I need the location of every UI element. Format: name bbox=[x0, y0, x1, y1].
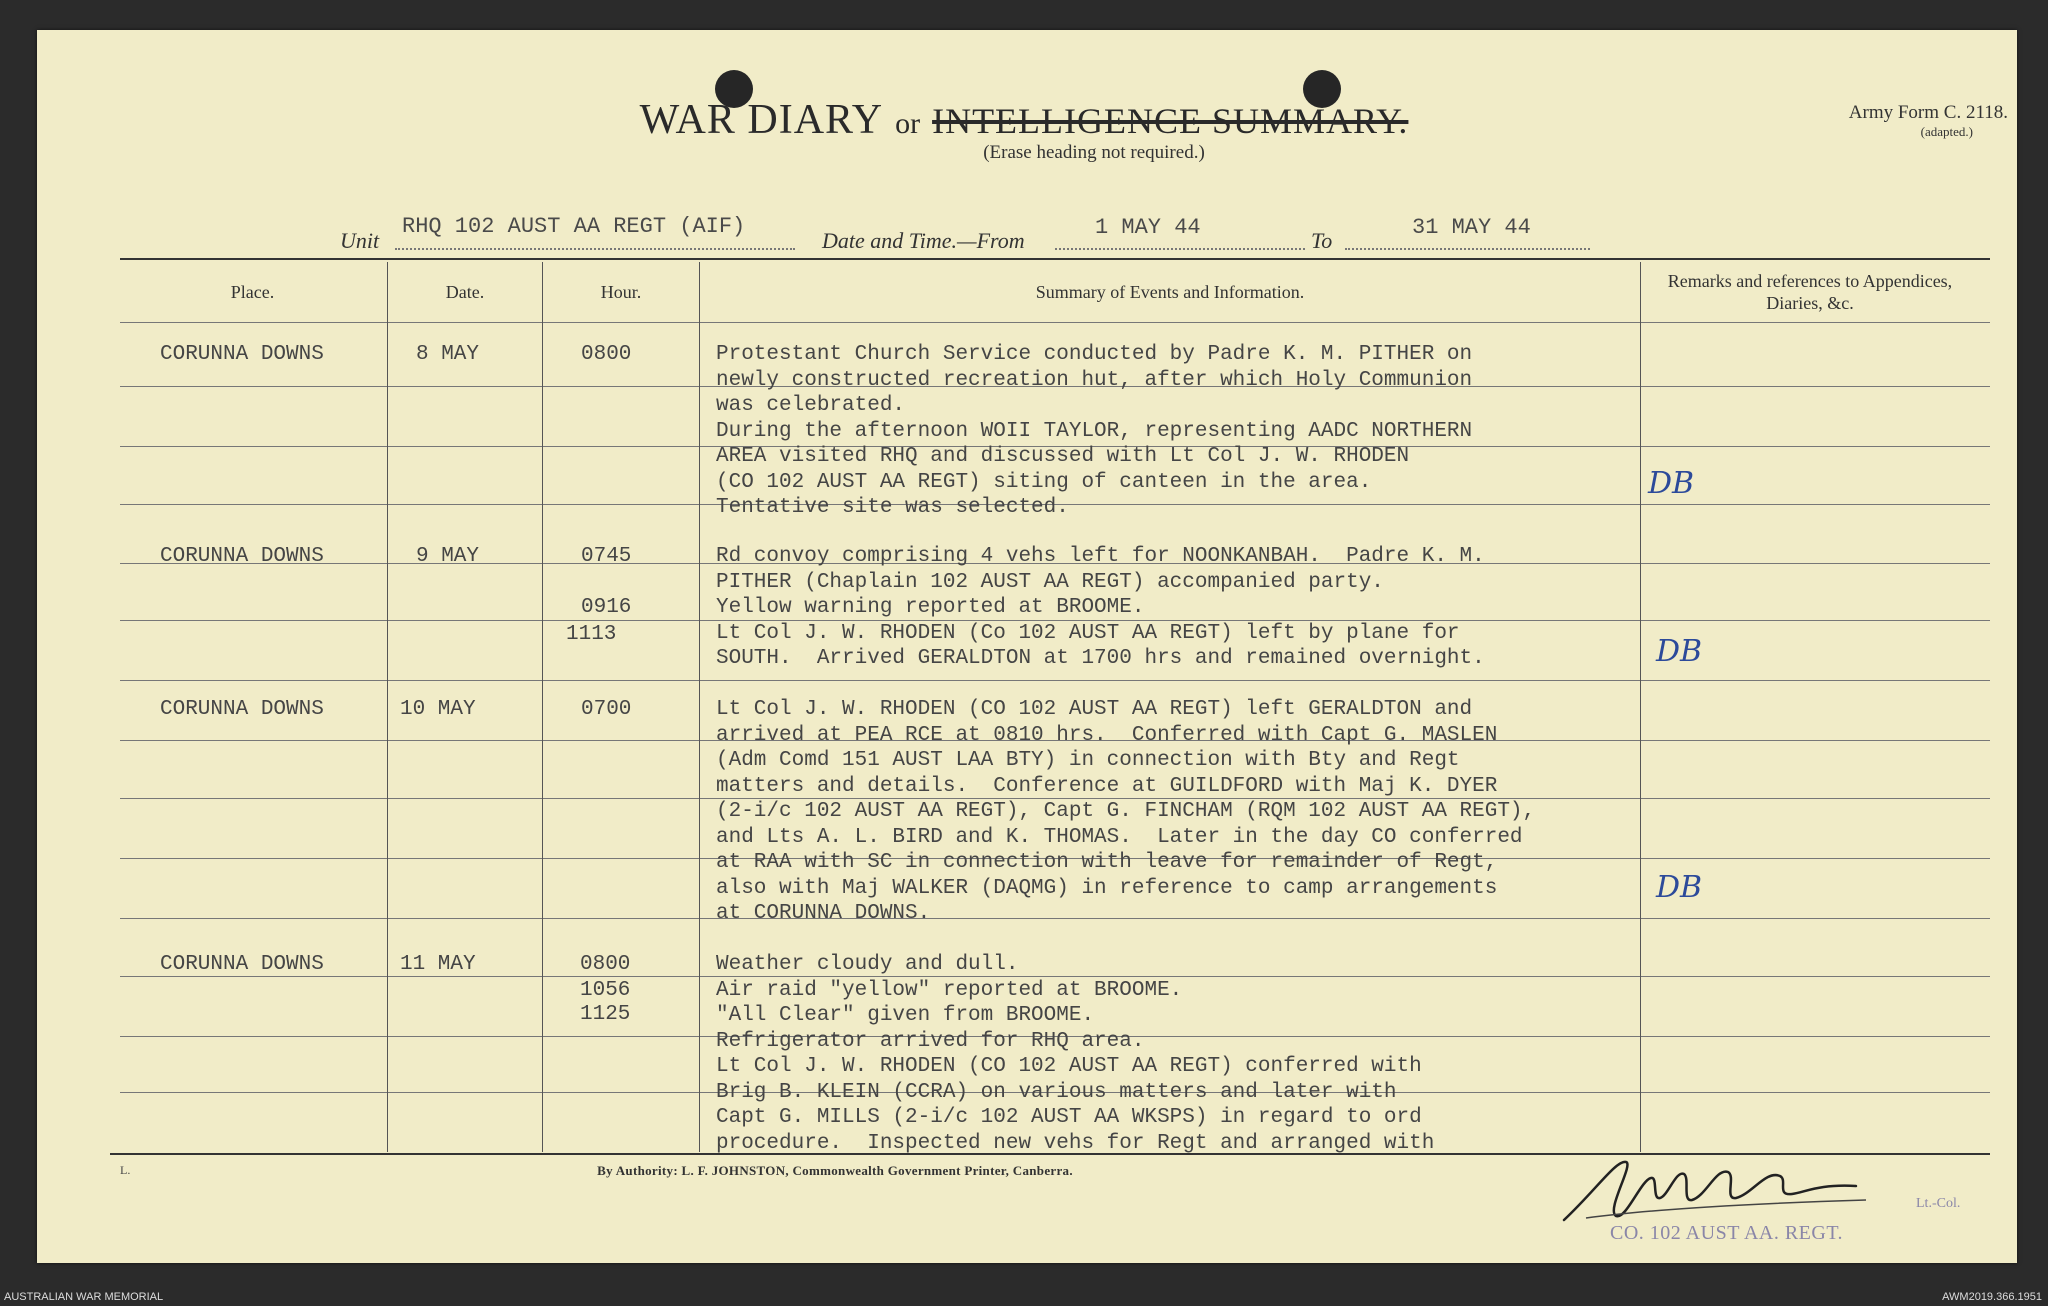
row-rule bbox=[120, 680, 1990, 681]
entry-hour: 0700 bbox=[581, 698, 632, 721]
title-struck: INTELLIGENCE SUMMARY. bbox=[932, 101, 1409, 141]
entry-summary: Lt Col J. W. RHODEN (CO 102 AUST AA REGT) left GERALDTON and arrived at PEA RCE at 0810 hrs. Conferred with Capt G. MASLEN (Adm Comd 151 AUST LAA BTY) in connection with Bty and Regt matters and details. Conference at GUILDFORD with Maj K. DYER (2-i/c 102 AUST AA REGT), Capt G. FINCHAM (RQM 102 AUST AA REGT), and Lts A. L. BIRD and K. THOMAS. Later in the day CO conferred at RAA with SC in connection with leave for remainder of Regt, also with Maj WALKER (DAQMG) in reference to camp arrangements at CORUNNA DOWNS. bbox=[716, 698, 1536, 925]
entry-summary: Protestant Church Service conducted by Padre K. M. PITHER on newly constructed recreation hut, after which Holy Communion was celebrated. During the afternoon WOII TAYLOR, representing AADC NORTHERN AREA visited RHQ and discussed with Lt Col J. W. RHODEN (CO 102 AUST AA REGT) siting of canteen in the area. Tentative site was selected. bbox=[716, 343, 1473, 519]
to-dotted-line bbox=[1345, 244, 1590, 250]
title-main: WAR DIARY bbox=[639, 97, 884, 143]
entry-hour: 0800 bbox=[581, 343, 632, 366]
entry-hour: 1056 bbox=[580, 979, 631, 1002]
header-rule bbox=[120, 322, 1990, 323]
entry-hour: 0916 bbox=[581, 596, 632, 619]
army-form-adapted: (adapted.) bbox=[1920, 124, 1973, 139]
printer-authority: By Authority: L. F. JOHNSTON, Commonwealth Government Printer, Canberra. bbox=[597, 1163, 1073, 1178]
remark-initials: DB bbox=[1648, 466, 1695, 501]
entry-summary: Weather cloudy and dull. Air raid "yellow" reported at BROOME. "All Clear" given from BROOME. Refrigerator arrived for RHQ area. Lt Col J. W. RHODEN (CO 102 AUST AA REGT) conferred with Brig B. KLEIN (CCRA) on various matters and later with Capt G. MILLS (2-i/c 102 AUST AA WKSPS) in regard to ord procedure. Inspected new vehs for Regt and arranged with bbox=[716, 953, 1435, 1155]
entry-place: CORUNNA DOWNS bbox=[160, 698, 324, 721]
table-top-rule bbox=[120, 258, 1990, 260]
entry-place: CORUNNA DOWNS bbox=[160, 343, 324, 366]
entry-place: CORUNNA DOWNS bbox=[160, 545, 324, 568]
army-form-label bbox=[1828, 102, 2008, 140]
to-value: 31 MAY 44 bbox=[1412, 215, 1531, 240]
entry-hour: 0800 bbox=[580, 953, 631, 976]
to-label: To bbox=[1311, 228, 1333, 253]
entry-hour: 0745 bbox=[581, 545, 632, 568]
entry-place: CORUNNA DOWNS bbox=[160, 953, 324, 976]
unit-label: Unit bbox=[340, 228, 380, 253]
unit-value: RHQ 102 AUST AA REGT (AIF) bbox=[402, 214, 746, 239]
unit-dotted-line bbox=[395, 244, 795, 250]
form-letter: L. bbox=[120, 1163, 131, 1177]
title-or: or bbox=[895, 107, 921, 140]
entry-summary: Rd convoy comprising 4 vehs left for NOONKANBAH. Padre K. M. PITHER (Chaplain 102 AUST AA REGT) accompanied party. Yellow warning reported at BROOME. Lt Col J. W. RHODEN (Co 102 AUST AA REGT) left by plane for SOUTH. Arrived GERALDTON at 1700 hrs and remained overnight. bbox=[716, 545, 1485, 670]
header-place: Place. bbox=[230, 282, 275, 302]
signature bbox=[1556, 1150, 1886, 1230]
from-value: 1 MAY 44 bbox=[1095, 215, 1201, 240]
entry-date: 9 MAY bbox=[416, 545, 480, 568]
entry-date: 10 MAY bbox=[400, 698, 476, 721]
header-summary: Summary of Events and Information. bbox=[1035, 282, 1305, 302]
archive-reference: AWM2019.366.1951 bbox=[1942, 1291, 2042, 1303]
stamp-unit: CO. 102 AUST AA. REGT. bbox=[1610, 1222, 1844, 1244]
unit-line bbox=[0, 210, 2048, 253]
from-dotted-line bbox=[1055, 244, 1305, 250]
col-divider-summary bbox=[1640, 262, 1641, 1152]
archive-caption: AUSTRALIAN WAR MEMORIAL bbox=[4, 1291, 164, 1303]
date-label: Date and Time.—From bbox=[822, 228, 1025, 253]
form-title bbox=[0, 96, 2048, 144]
header-remarks: Remarks and references to Appendices, Diaries, &c. bbox=[1667, 271, 1953, 313]
stamp-rank: Lt.-Col. bbox=[1916, 1196, 1961, 1211]
col-divider-place bbox=[387, 262, 388, 1152]
entry-hour: 1113 bbox=[566, 623, 617, 646]
entry-date: 8 MAY bbox=[416, 343, 480, 366]
remark-initials: DB bbox=[1656, 634, 1703, 669]
army-form-number: Army Form C. 2118. bbox=[1848, 102, 2008, 123]
entry-hour: 1125 bbox=[580, 1003, 631, 1026]
col-divider-hour bbox=[699, 262, 700, 1152]
erase-note: (Erase heading not required.) bbox=[983, 142, 1205, 163]
header-hour: Hour. bbox=[600, 282, 642, 302]
header-date: Date. bbox=[445, 282, 485, 302]
col-divider-date bbox=[542, 262, 543, 1152]
entry-date: 11 MAY bbox=[400, 953, 476, 976]
remark-initials: DB bbox=[1656, 870, 1703, 905]
